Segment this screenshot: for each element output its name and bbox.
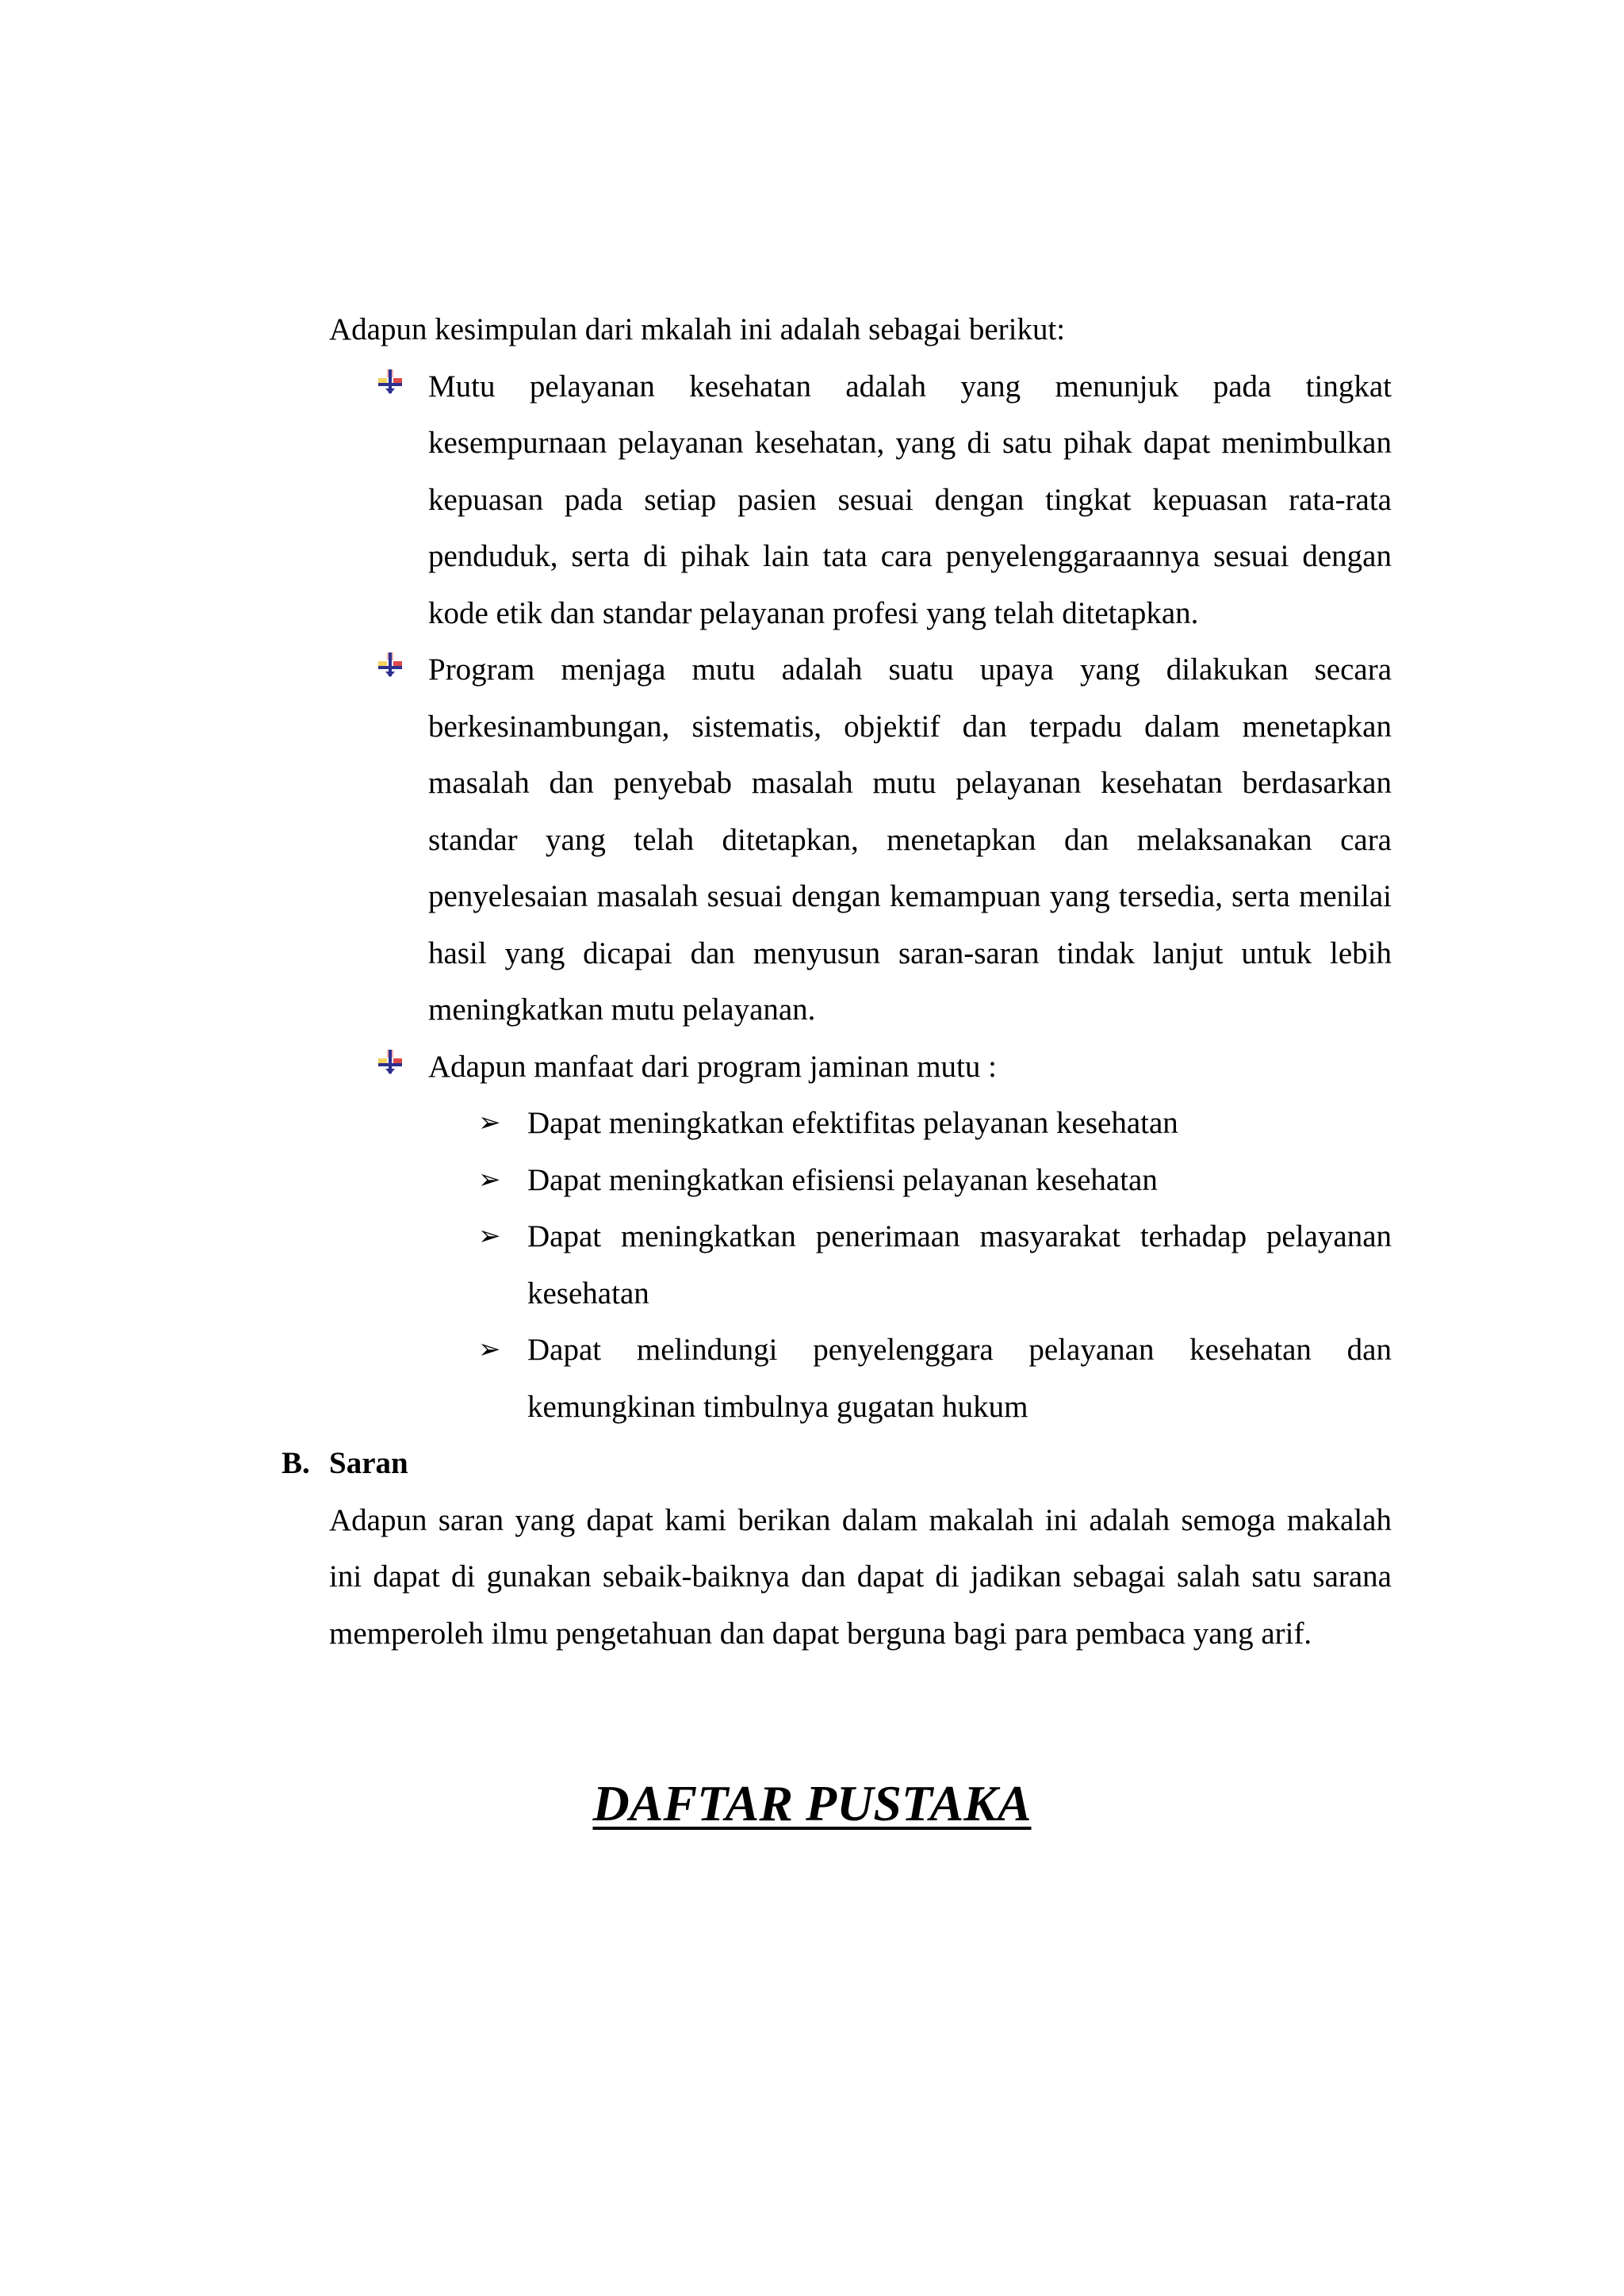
document-content — [282, 301, 1392, 1662]
list-item — [428, 1322, 1392, 1435]
benefit-list — [428, 1095, 1392, 1435]
section-heading-saran — [282, 1435, 1392, 1492]
list-item — [329, 358, 1392, 642]
cross-bullet-icon — [377, 368, 404, 395]
list-item — [329, 641, 1392, 1039]
section-title: Saran — [329, 1446, 408, 1480]
list-item — [428, 1208, 1392, 1322]
list-item-text: Adapun manfaat dari program jaminan mutu : — [428, 1049, 997, 1084]
list-item — [329, 1039, 1392, 1096]
cross-bullet-icon — [377, 1048, 404, 1075]
arrow-bullet-icon: ➢ — [478, 1107, 501, 1138]
cross-bullet-icon — [377, 651, 404, 678]
conclusion-list — [329, 358, 1392, 1096]
list-item-text: Dapat melindungi penyelenggara pelayanan kesehatan dan kemungkinan timbulnya gugatan hukum — [527, 1333, 1392, 1424]
list-item-text: Dapat meningkatkan efisiensi pelayanan kesehatan — [527, 1162, 1158, 1197]
list-item-text: Dapat meningkatkan efektifitas pelayanan kesehatan — [527, 1106, 1178, 1140]
arrow-bullet-icon: ➢ — [478, 1334, 501, 1365]
list-item — [428, 1152, 1392, 1209]
daftar-pustaka-heading: DAFTAR PUSTAKA — [592, 1775, 1032, 1831]
list-item — [428, 1095, 1392, 1152]
list-item-text: Program menjaga mutu adalah suatu upaya yang dilakukan secara berkesinambungan, sistematis, objektif dan terpadu dalam menetapkan masalah dan penyebab masalah mutu pelayanan kesehatan berdasarkan standar yang telah ditetapkan, menetapkan dan melaksanakan cara penyelesaian masalah sesuai dengan kemampuan yang tersedia, serta menilai hasil yang dicapai dan menyusun saran-saran tindak lanjut untuk lebih meningkatkan mutu pelayanan. — [428, 652, 1392, 1027]
intro-text: Adapun kesimpulan dari mkalah ini adalah sebagai berikut: — [329, 312, 1066, 346]
list-item-text: Mutu pelayanan kesehatan adalah yang menunjuk pada tingkat kesempurnaan pelayanan kesehatan, yang di satu pihak dapat menimbulkan kepuasan pada setiap pasien sesuai dengan tingkat kepuasan rata-rata penduduk, serta di pihak lain tata cara penyelenggaraannya sesuai dengan kode etik dan standar pelayanan profesi yang telah ditetapkan. — [428, 369, 1392, 630]
arrow-bullet-icon: ➢ — [478, 1163, 501, 1196]
saran-paragraph: Adapun saran yang dapat kami berikan dalam makalah ini adalah semoga makalah ini dapat di gunakan sebaik-baiknya dan dapat di jadikan sebagai salah satu sarana memperoleh ilmu pengetahuan dan dapat berguna bagi para pembaca yang arif. — [329, 1502, 1392, 1651]
list-item-text: Dapat meningkatkan penerimaan masyarakat terhadap pelayanan kesehatan — [527, 1219, 1392, 1311]
arrow-bullet-icon: ➢ — [478, 1220, 501, 1252]
section-number: B. — [282, 1446, 310, 1480]
